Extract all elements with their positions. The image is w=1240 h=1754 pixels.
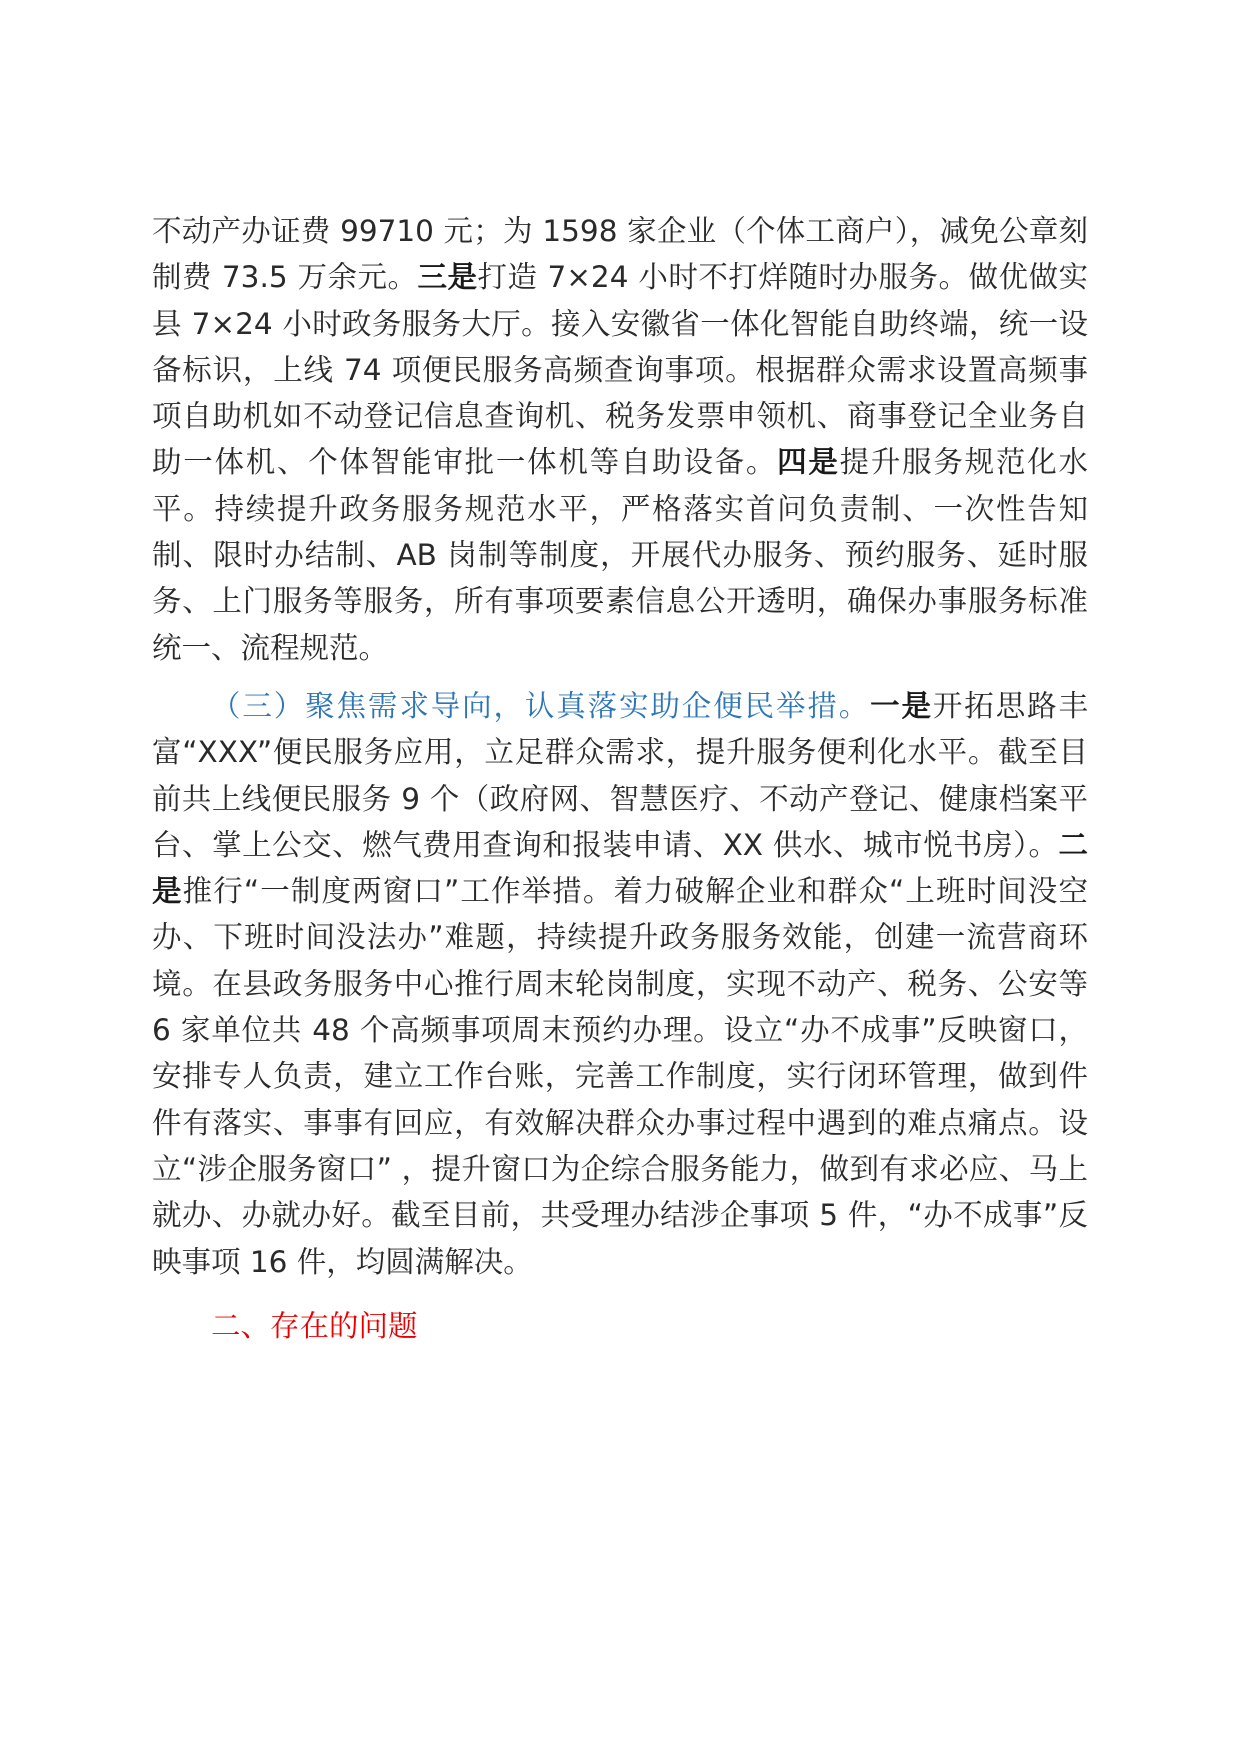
paragraph-service-measures <box>152 208 1088 671</box>
section-heading: 二、存在的问题 <box>211 1308 418 1343</box>
bold-lead-first: 一是 <box>870 688 933 723</box>
subsection-heading: （三）聚焦需求导向，认真落实助企便民举措。 <box>211 688 871 723</box>
paragraph-text: 不动产办证费 99710 元；为 1598 家企业（个体工商户），减免公章刻制费 73.5 万余元。 <box>152 214 1088 295</box>
bold-lead-second: 二是 <box>152 827 1088 909</box>
paragraph-text: 推行“一制度两窗口”工作举措。着力破解企业和群众“上班时间没空办、下班时间没法办”难题，持续提升政务服务效能，创建一流营商环境。在县政务服务中心推行周末轮岗制度，实现不动产、税务、公安等 6 家单位共 48 个高频事项周末预约办理。设立“办不成事”反映窗口，安排专人负责，建立工作台账，完善工作制度，实行闭环管理，做到件件有落实、事事有回应，有效解决群众办事过程中遇到的难点痛点。设立“涉企服务窗口” ，提升窗口为企综合服务能力，做到有求必应、马上就办、办就办好。截至目前，共受理办结涉企事项 5 件，“办不成事”反映事项 16 件，均圆满解决。 <box>152 874 1088 1279</box>
bold-lead-third: 三是 <box>417 260 478 295</box>
paragraph-demand-oriented <box>152 683 1088 1285</box>
paragraph-text: 开拓思路丰富“XXX”便民服务应用，立足群众需求，提升服务便利化水平。截至目前共上线便民服务 9 个（政府网、智慧医疗、不动产登记、健康档案平台、掌上公交、燃气费用查询和报装申请、XX 供水、城市悦书房）。 <box>152 688 1088 862</box>
bold-lead-fourth: 四是 <box>777 445 840 480</box>
paragraph-text: 打造 7×24 小时不打烊随时办服务。做优做实县 7×24 小时政务服务大厅。接入安徽省一体化智能自助终端，统一设备标识，上线 74 项便民服务高频查询事项。根据群众需求设置高频事项自助机如不动登记信息查询机、税务发票申领机、商事登记全业务自助一体机、个体智能审批一体机等自助设备。 <box>152 260 1088 480</box>
paragraph-text: 提升服务规范化水平。持续提升政务服务规范水平，严格落实首问负责制、一次性告知制、限时办结制、AB 岗制等制度，开展代办服务、预约服务、延时服务、上门服务等服务，所有事项要素信息公开透明，确保办事服务标准统一、流程规范。 <box>152 445 1088 665</box>
document-body <box>152 208 1088 1349</box>
